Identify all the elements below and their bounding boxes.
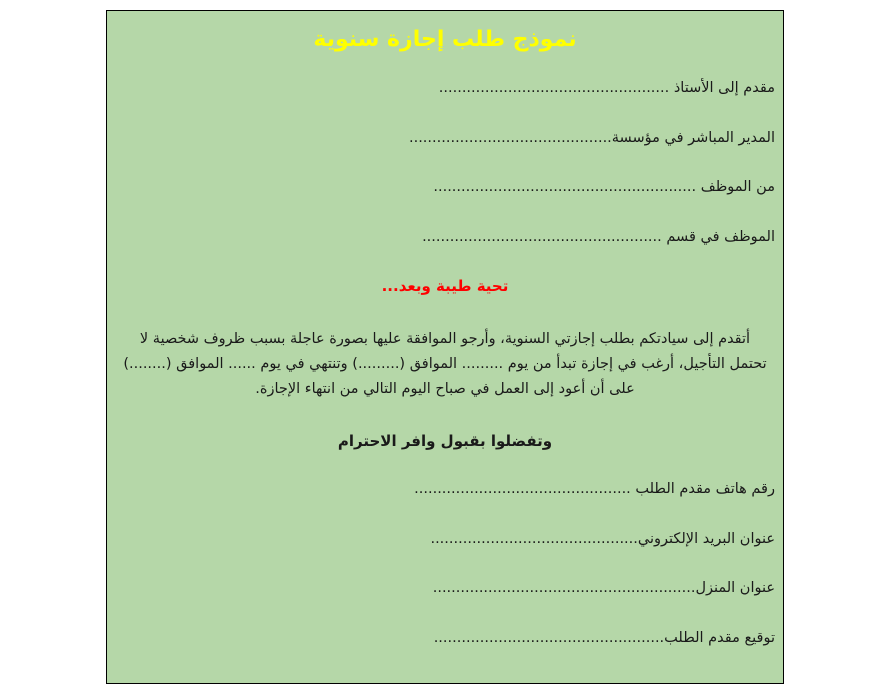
field-direct-manager: المدير المباشر في مؤسسة............................................	[408, 130, 775, 146]
field-email: عنوان البريد الإلكتروني.............................................	[430, 531, 775, 547]
field-employee-department: الموظف في قسم ....................................................	[422, 229, 775, 245]
field-home-address: عنوان المنزل.........................................................	[432, 580, 775, 596]
field-signature: توقيع مقدم الطلب..................................................	[433, 630, 775, 646]
request-body	[115, 327, 775, 402]
greeting: تحية طيبة وبعد...	[381, 277, 509, 295]
leave-request-form	[106, 10, 784, 684]
field-addressed-to: مقدم إلى الأستاذ ..................................................	[438, 80, 775, 96]
field-from-employee: من الموظف .........................................................	[433, 179, 775, 195]
field-phone: رقم هاتف مقدم الطلب ...............................................	[414, 481, 775, 497]
body-line: أتقدم إلى سيادتكم بطلب إجازتي السنوية، وأرجو الموافقة عليها بصورة عاجلة بسبب ظروف شخصية لا	[139, 331, 751, 347]
body-line: تحتمل التأجيل، أرغب في إجازة تبدأ من يوم ......... الموافق (.........) وتنتهي في يوم ...... الموافق (........)	[123, 356, 767, 372]
closing-line: وتفضلوا بقبول وافر الاحترام	[337, 432, 553, 450]
body-line: على أن أعود إلى العمل في صباح اليوم التالي من انتهاء الإجازة.	[255, 381, 635, 397]
form-title: نموذج طلب إجازة سنوية	[313, 27, 577, 52]
